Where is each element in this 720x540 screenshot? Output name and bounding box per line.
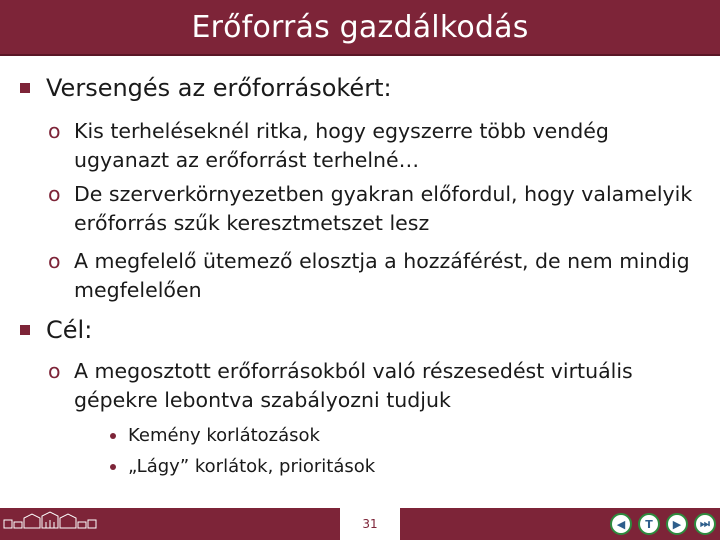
section1-item [48,180,698,238]
university-logo-icon [2,510,98,538]
section1-item [48,117,698,175]
section2-subitem-text: Kemény korlátozások [128,425,320,446]
circle-bullet-icon: o [48,359,61,383]
section2-subitem-text: „Lágy” korlátok, prioritások [128,456,376,477]
prev-icon[interactable]: ◀ [610,513,632,535]
slide-title: Erőforrás gazdálkodás [191,9,529,45]
section1-item-text: A megfelelő ütemező elosztja a hozzáférést, de nem mindig megfelelően [74,249,690,302]
home-icon[interactable]: T [638,513,660,535]
square-bullet-icon [20,325,30,335]
section1-heading-row [20,73,392,103]
dot-bullet-icon [110,464,116,470]
section2-subitem [110,424,320,448]
section2-item [48,357,698,415]
section1-item-text: De szerverkörnyezetben gyakran előfordul, hogy valamelyik erőforrás szűk keresztmetszet lesz [74,182,693,235]
square-bullet-icon [20,83,30,93]
circle-bullet-icon: o [48,119,61,143]
navigation-controls [610,513,716,535]
section1-item-text: Kis terheléseknél ritka, hogy egyszerre több vendég ugyanazt az erőforrást terhelné… [74,119,609,172]
slide-footer [0,508,720,540]
section1-item [48,247,698,305]
section2-heading: Cél: [46,316,93,344]
section2-item-text: A megosztott erőforrásokból való részesedést virtuális gépekre lebontva szabályozni tudjuk [74,359,633,412]
end-icon[interactable]: ⏭ [694,513,716,535]
section2-subitem [110,455,375,479]
next-icon[interactable]: ▶ [666,513,688,535]
dot-bullet-icon [110,433,116,439]
section1-heading: Versengés az erőforrásokért: [46,74,392,102]
page-number: 31 [340,508,400,540]
section2-heading-row [20,315,92,345]
slide-title-bar [0,0,720,56]
circle-bullet-icon: o [48,249,61,273]
circle-bullet-icon: o [48,182,61,206]
